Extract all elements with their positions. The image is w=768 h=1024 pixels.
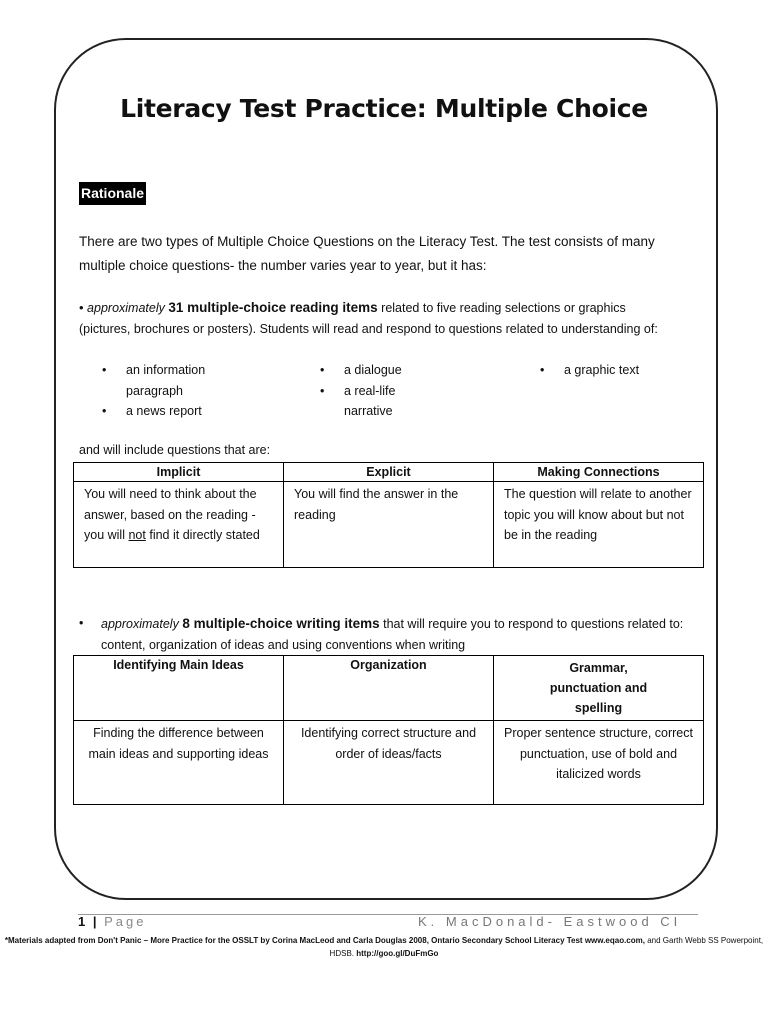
bullet-icon: • <box>79 300 84 315</box>
reading-approx-text: approximately <box>87 301 165 315</box>
writing-approx-text: approximately <box>101 617 179 631</box>
writing-items-description: that will require you to respond to questions related to: content, organization of ideas and using conventions when writing <box>101 617 684 652</box>
footer-credit: *Materials adapted from Don't Panic – More Practice for the OSSLT by Corina MacLeod and Carla Douglas 2008, Ontario Secondary School Literacy Test www.eqao.com, and Garth Webb SS Powerpoint, HDSB. http://goo.gl/DuFmGo <box>4 936 764 958</box>
cell-grammar: Proper sentence structure, correct punctuation, use of bold and italicized words <box>494 721 704 805</box>
table-header-row <box>74 656 704 721</box>
cell-explicit: You will find the answer in the reading <box>284 482 494 568</box>
reading-types-list-2 <box>320 360 430 422</box>
header-explicit: Explicit <box>284 463 494 482</box>
reading-items-count: 31 multiple-choice reading items <box>168 300 378 315</box>
table-row <box>74 721 704 805</box>
header-organization: Organization <box>284 656 494 721</box>
list-item: • an information paragraph <box>102 360 252 401</box>
reading-types-list-3 <box>540 360 690 381</box>
question-types-lead: and will include questions that are: <box>79 443 271 457</box>
cell-implicit: You will need to think about the answer, based on the reading -you will not find it directly stated <box>74 482 284 568</box>
list-item: • a graphic text <box>540 360 690 381</box>
page-title: Literacy Test Practice: Multiple Choice <box>120 94 648 123</box>
bullet-icon: • <box>102 363 107 377</box>
question-types-table <box>73 462 704 568</box>
table-header-row <box>74 463 704 482</box>
bullet-icon: • <box>540 363 545 377</box>
page-number: 1 | Page <box>78 914 147 929</box>
reading-items-paragraph <box>79 297 679 340</box>
rationale-heading: Rationale <box>79 182 146 205</box>
header-making-connections: Making Connections <box>494 463 704 482</box>
header-main-ideas: Identifying Main Ideas <box>74 656 284 721</box>
intro-paragraph: There are two types of Multiple Choice Questions on the Literacy Test. The test consists of many multiple choice questions- the number varies year to year, but it has: <box>79 234 655 273</box>
header-implicit: Implicit <box>74 463 284 482</box>
header-grammar: Grammar, punctuation and spelling <box>494 656 704 721</box>
reading-items-description: related to five reading selections or graphics (pictures, brochures or posters). Students will read and respond to questions related to understanding of: <box>79 301 658 336</box>
bullet-icon: • <box>79 616 84 630</box>
cell-main-ideas: Finding the difference between main ideas and supporting ideas <box>74 721 284 805</box>
writing-items-count: 8 multiple-choice writing items <box>182 616 380 631</box>
cell-organization: Identifying correct structure and order of ideas/facts <box>284 721 494 805</box>
credit-link[interactable]: http://goo.gl/DuFmGo <box>356 949 439 958</box>
bullet-icon: • <box>320 383 325 398</box>
list-item: • a dialogue <box>320 360 430 381</box>
bullet-icon: • <box>102 404 107 418</box>
bullet-icon: • <box>320 363 325 377</box>
table-row <box>74 482 704 568</box>
writing-items-paragraph <box>79 613 699 656</box>
writing-skills-table <box>73 655 704 805</box>
cell-connections: The question will relate to another topic you will know about but not be in the reading <box>494 482 704 568</box>
list-item: • a real-life narrative <box>320 381 430 422</box>
emphasis-not: not <box>128 528 146 542</box>
list-item: • a news report <box>102 401 252 422</box>
reading-types-list-1 <box>102 360 252 422</box>
footer-author: K. MacDonald- Eastwood CI <box>418 914 682 929</box>
